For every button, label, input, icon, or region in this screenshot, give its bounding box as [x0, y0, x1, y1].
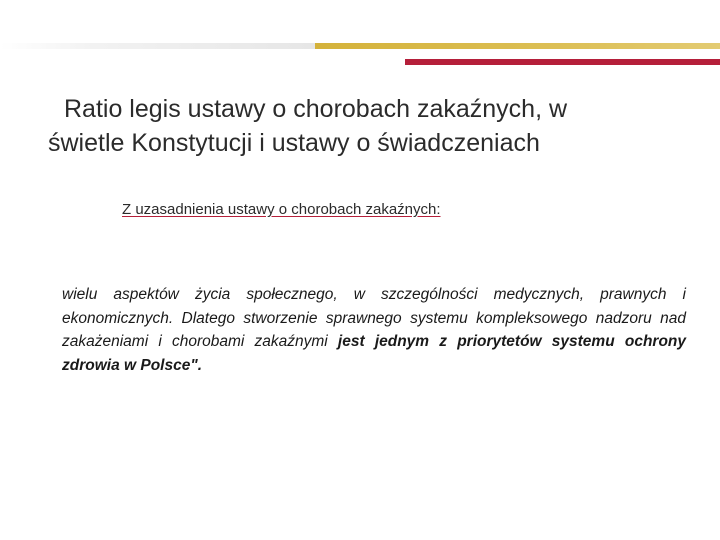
header-bar-grey [0, 43, 315, 49]
quote-body [62, 283, 686, 377]
header-bar-gold [315, 43, 720, 49]
quote-body-bold: jest jednym z priorytetów systemu ochrony zdrowia w Polsce". [62, 333, 686, 374]
slide-title-line2: świetle Konstytucji i ustawy o świadczeniach [48, 129, 540, 157]
decorative-header-bars [0, 43, 720, 65]
quote-body-regular: wielu aspektów życia społecznego, w szczególności medycznych, prawnych i ekonomicznych. Dlatego stworzenie sprawnego systemu kompleksowego nadzoru nad zakażeniami i chorobami zakaźnymi [62, 286, 686, 350]
quote-source-heading: Z uzasadnienia ustawy o chorobach zakaźnych: [122, 201, 441, 218]
slide-title-line1: Ratio legis ustawy o chorobach zakaźnych, w [64, 95, 568, 123]
header-bar-red [405, 59, 720, 65]
slide-title [48, 92, 708, 160]
